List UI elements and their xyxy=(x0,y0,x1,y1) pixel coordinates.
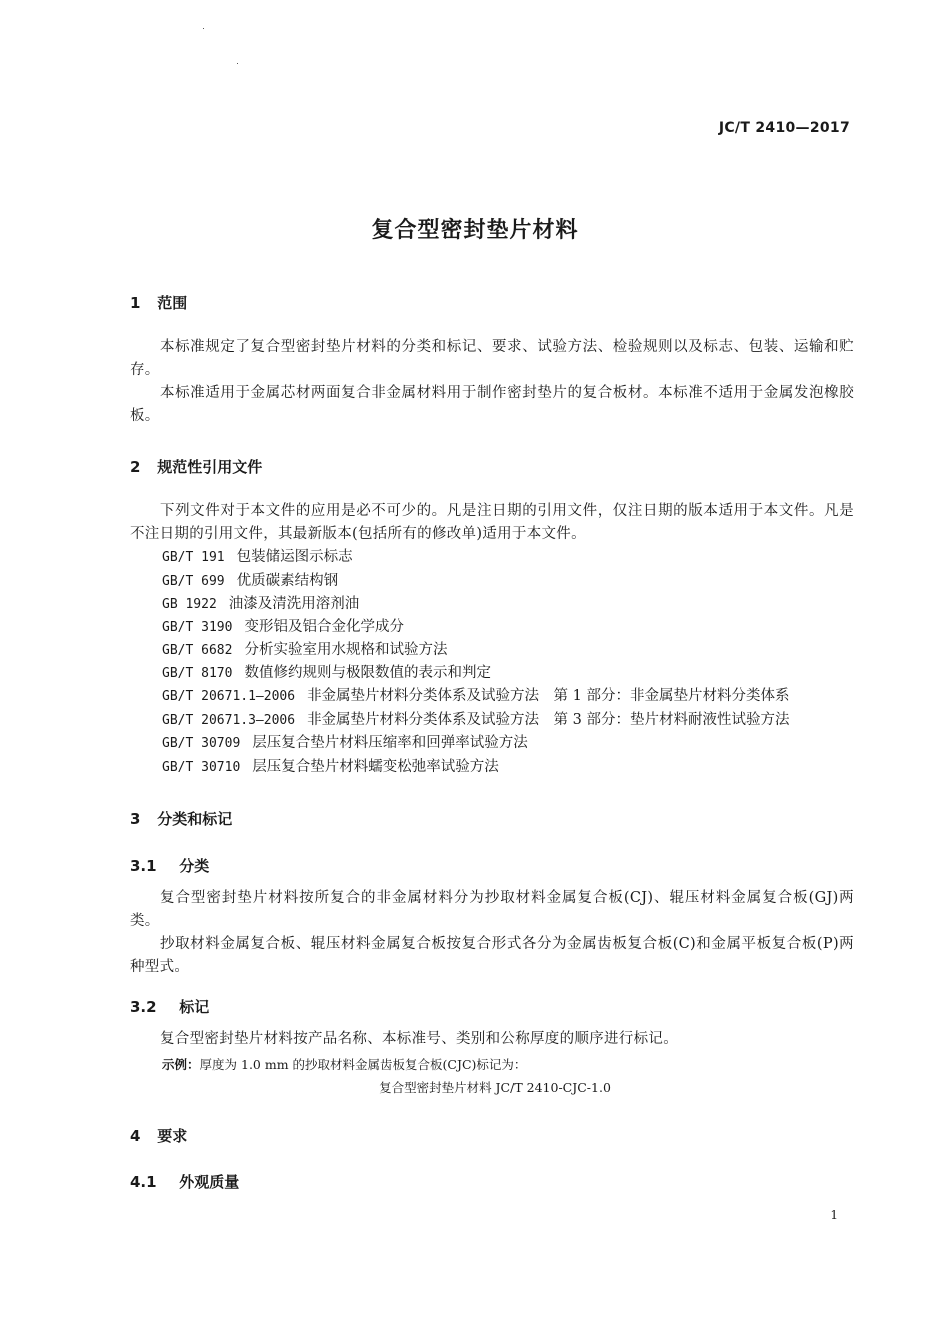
marking-paragraph: 复合型密封垫片材料按产品名称、本标准号、类别和公称厚度的顺序进行标记。 xyxy=(160,1031,678,1047)
reference-item xyxy=(162,709,862,732)
reference-code: GB/T 30710 xyxy=(162,760,241,775)
scope-paragraph-1: 本标准规定了复合型密封垫片材料的分类和标记、要求、试验方法、检验规则以及标志、包装、运输和贮存。 xyxy=(130,339,854,378)
example-marking: 复合型密封垫片材料 JC/T 2410-CJC-1.0 xyxy=(379,1080,611,1095)
document-title: 复合型密封垫片材料 xyxy=(371,218,579,243)
classification-paragraph-1: 复合型密封垫片材料按所复合的非金属材料分为抄取材料金属复合板(CJ)、辊压材料金属复合板(GJ)两类。 xyxy=(130,890,854,929)
example-text: 厚度为 1.0 mm 的抄取材料金属齿板复合板(CJC)标记为： xyxy=(199,1057,527,1072)
reference-title: 数值修约规则与极限数值的表示和判定 xyxy=(244,665,491,681)
section-heading-1 xyxy=(130,292,187,313)
reference-title: 层压复合垫片材料压缩率和回弹率试验方法 xyxy=(252,735,528,751)
reference-item xyxy=(162,756,862,779)
section-heading-4-1 xyxy=(130,1171,239,1192)
reference-item xyxy=(162,546,862,569)
section-heading-4 xyxy=(130,1125,187,1146)
reference-item xyxy=(162,662,862,685)
example-line xyxy=(162,1055,526,1073)
section-title: 标记 xyxy=(179,998,210,1016)
standard-number: JC/T 2410—2017 xyxy=(718,120,850,136)
scan-speck xyxy=(203,28,204,29)
reference-code: GB/T 191 xyxy=(162,550,225,565)
section-heading-2 xyxy=(130,456,262,477)
section-number: 4 xyxy=(130,1127,141,1145)
reference-code: GB/T 30709 xyxy=(162,736,241,751)
reference-item xyxy=(162,593,862,616)
section-title: 要求 xyxy=(157,1127,188,1145)
section-number: 3.1 xyxy=(130,857,157,875)
section-heading-3-2 xyxy=(130,996,209,1017)
reference-code: GB/T 3190 xyxy=(162,620,233,635)
reference-title: 包装储运图示标志 xyxy=(236,549,353,565)
reference-title: 层压复合垫片材料蠕变松弛率试验方法 xyxy=(252,759,499,775)
section-number: 2 xyxy=(130,458,141,476)
section-number: 1 xyxy=(130,294,141,312)
reference-title: 变形铝及铝合金化学成分 xyxy=(244,619,404,635)
section-title: 分类 xyxy=(179,857,210,875)
reference-item xyxy=(162,732,862,755)
page-number: 1 xyxy=(830,1208,838,1222)
reference-code: GB/T 20671.3—2006 xyxy=(162,713,296,728)
reference-item xyxy=(162,685,862,708)
section-title: 规范性引用文件 xyxy=(157,458,263,476)
section-heading-3-1 xyxy=(130,855,209,876)
section-heading-3 xyxy=(130,808,232,829)
section-title: 分类和标记 xyxy=(157,810,233,828)
reference-item xyxy=(162,639,862,662)
reference-code: GB/T 8170 xyxy=(162,666,233,681)
reference-code: GB 1922 xyxy=(162,597,217,612)
section-number: 4.1 xyxy=(130,1173,157,1191)
section-number: 3.2 xyxy=(130,998,157,1016)
reference-title: 非金属垫片材料分类体系及试验方法 第 1 部分：非金属垫片材料分类体系 xyxy=(307,688,790,704)
classification-paragraph-2: 抄取材料金属复合板、辊压材料金属复合板按复合形式各分为金属齿板复合板(C)和金属平板复合板(P)两种型式。 xyxy=(130,936,854,975)
reference-title: 非金属垫片材料分类体系及试验方法 第 3 部分：垫片材料耐液性试验方法 xyxy=(307,712,790,728)
section-title: 范围 xyxy=(157,294,188,312)
normative-intro-paragraph: 下列文件对于本文件的应用是必不可少的。凡是注日期的引用文件，仅注日期的版本适用于本文件。凡是不注日期的引用文件，其最新版本(包括所有的修改单)适用于本文件。 xyxy=(130,503,854,542)
section-title: 外观质量 xyxy=(179,1173,240,1191)
reference-code: GB/T 20671.1—2006 xyxy=(162,689,296,704)
reference-item xyxy=(162,616,862,639)
reference-code: GB/T 6682 xyxy=(162,643,233,658)
reference-item xyxy=(162,570,862,593)
scope-paragraph-2: 本标准适用于金属芯材两面复合非金属材料用于制作密封垫片的复合板材。本标准不适用于金属发泡橡胶板。 xyxy=(130,385,854,424)
reference-code: GB/T 699 xyxy=(162,574,225,589)
reference-title: 油漆及清洗用溶剂油 xyxy=(228,596,360,612)
section-number: 3 xyxy=(130,810,141,828)
example-label: 示例： xyxy=(162,1057,200,1072)
scan-speck xyxy=(237,63,238,64)
reference-title: 优质碳素结构钢 xyxy=(236,573,339,589)
reference-title: 分析实验室用水规格和试验方法 xyxy=(244,642,448,658)
